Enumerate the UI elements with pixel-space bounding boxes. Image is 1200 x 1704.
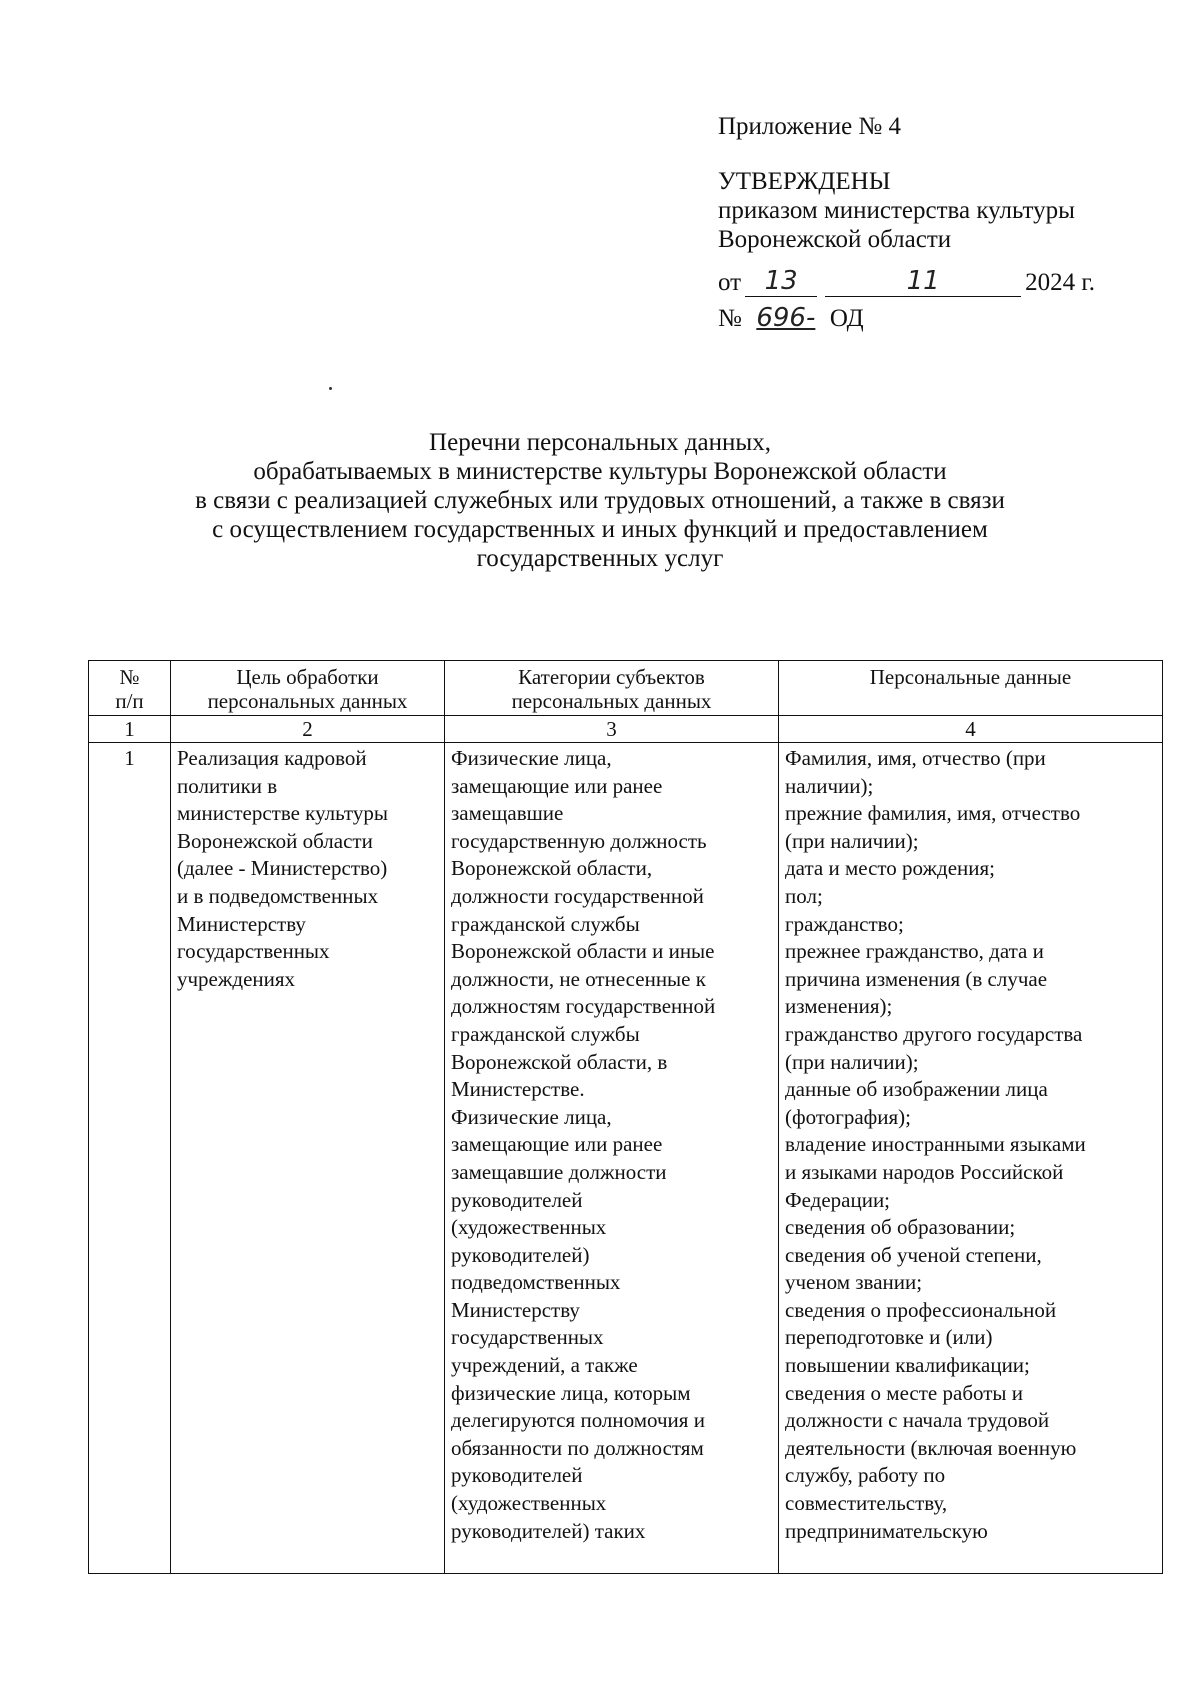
- personal-data-list: Фамилия, имя, отчество (при наличии); прежние фамилия, имя, отчество (при наличии); дата и место рождения; пол; гражданство; прежнее гражданство, дата и причина изменения (в случае изменения); гражданство другого государства (при наличии); данные об изображении лица (фотография); владение иностранными языками и языками народов Российской Федерации; сведения об образовании; сведения об ученой степени, ученом звании; сведения о профессиональной переподготовке и (или) повышении квалификации; сведения о месте работы и должности с начала трудовой деятельности (включая военную службу, работу по совместительству, предпринимательскую: [785, 746, 1086, 1543]
- row-personal-data: [779, 743, 1163, 1574]
- title-line: государственных услуг: [476, 545, 724, 572]
- header-number: № п/п: [89, 661, 171, 716]
- date-month-handwritten: 11: [825, 266, 1021, 297]
- date-year: 2024 г.: [1025, 269, 1096, 296]
- approval-block: [718, 112, 1158, 333]
- approved-label: УТВЕРЖДЕНЫ: [718, 168, 891, 195]
- date-prefix: от: [718, 269, 742, 296]
- title-line: с осуществлением государственных и иных функций и предоставлением: [212, 516, 988, 543]
- order-line-2: Воронежской области: [718, 226, 952, 253]
- header-subjects: Категории субъектов персональных данных: [445, 661, 779, 716]
- table-header-row: [89, 661, 1163, 716]
- row-purpose: Реализация кадровой политики в министерстве культуры Воронежской области (далее - Министерство) и в подведомственных Министерству государственных учреждениях: [171, 743, 445, 1574]
- column-number-row: [89, 716, 1163, 743]
- stray-mark: [329, 387, 332, 390]
- appendix-number: Приложение № 4: [718, 113, 902, 140]
- number-handwritten: 696-: [756, 303, 816, 333]
- column-number: 4: [779, 716, 1163, 743]
- order-number: [718, 303, 1158, 333]
- row-number: 1: [89, 743, 171, 1574]
- number-prefix: №: [718, 305, 742, 332]
- title-line: Перечни персональных данных,: [429, 429, 771, 456]
- document-title: [160, 428, 1040, 573]
- personal-data-table: [88, 660, 1163, 1574]
- table-row: [89, 743, 1163, 1574]
- column-number: 3: [445, 716, 779, 743]
- row-subjects: Физические лица, замещающие или ранее замещавшие государственную должность Воронежской области, должности государственной гражданской службы Воронежской области и иные должности, не отнесенные к должностям государственной гражданской службы Воронежской области, в Министерстве. Физические лица, замещающие или ранее замещавшие должности руководителей (художественных руководителей) подведомственных Министерству государственных учреждений, а также физические лица, которым делегируются полномочия и обязанности по должностям руководителей (художественных руководителей) таких: [445, 743, 779, 1574]
- number-suffix: ОД: [829, 305, 864, 332]
- order-line-1: приказом министерства культуры: [718, 197, 1075, 224]
- header-purpose: Цель обработки персональных данных: [171, 661, 445, 716]
- header-personal-data: Персональные данные: [779, 661, 1163, 716]
- title-line: обрабатываемых в министерстве культуры Воронежской области: [253, 458, 947, 485]
- date-day-handwritten: 13: [745, 266, 817, 297]
- column-number: 1: [89, 716, 171, 743]
- title-line: в связи с реализацией служебных или трудовых отношений, а также в связи: [195, 487, 1005, 514]
- order-date: [718, 266, 1158, 297]
- column-number: 2: [171, 716, 445, 743]
